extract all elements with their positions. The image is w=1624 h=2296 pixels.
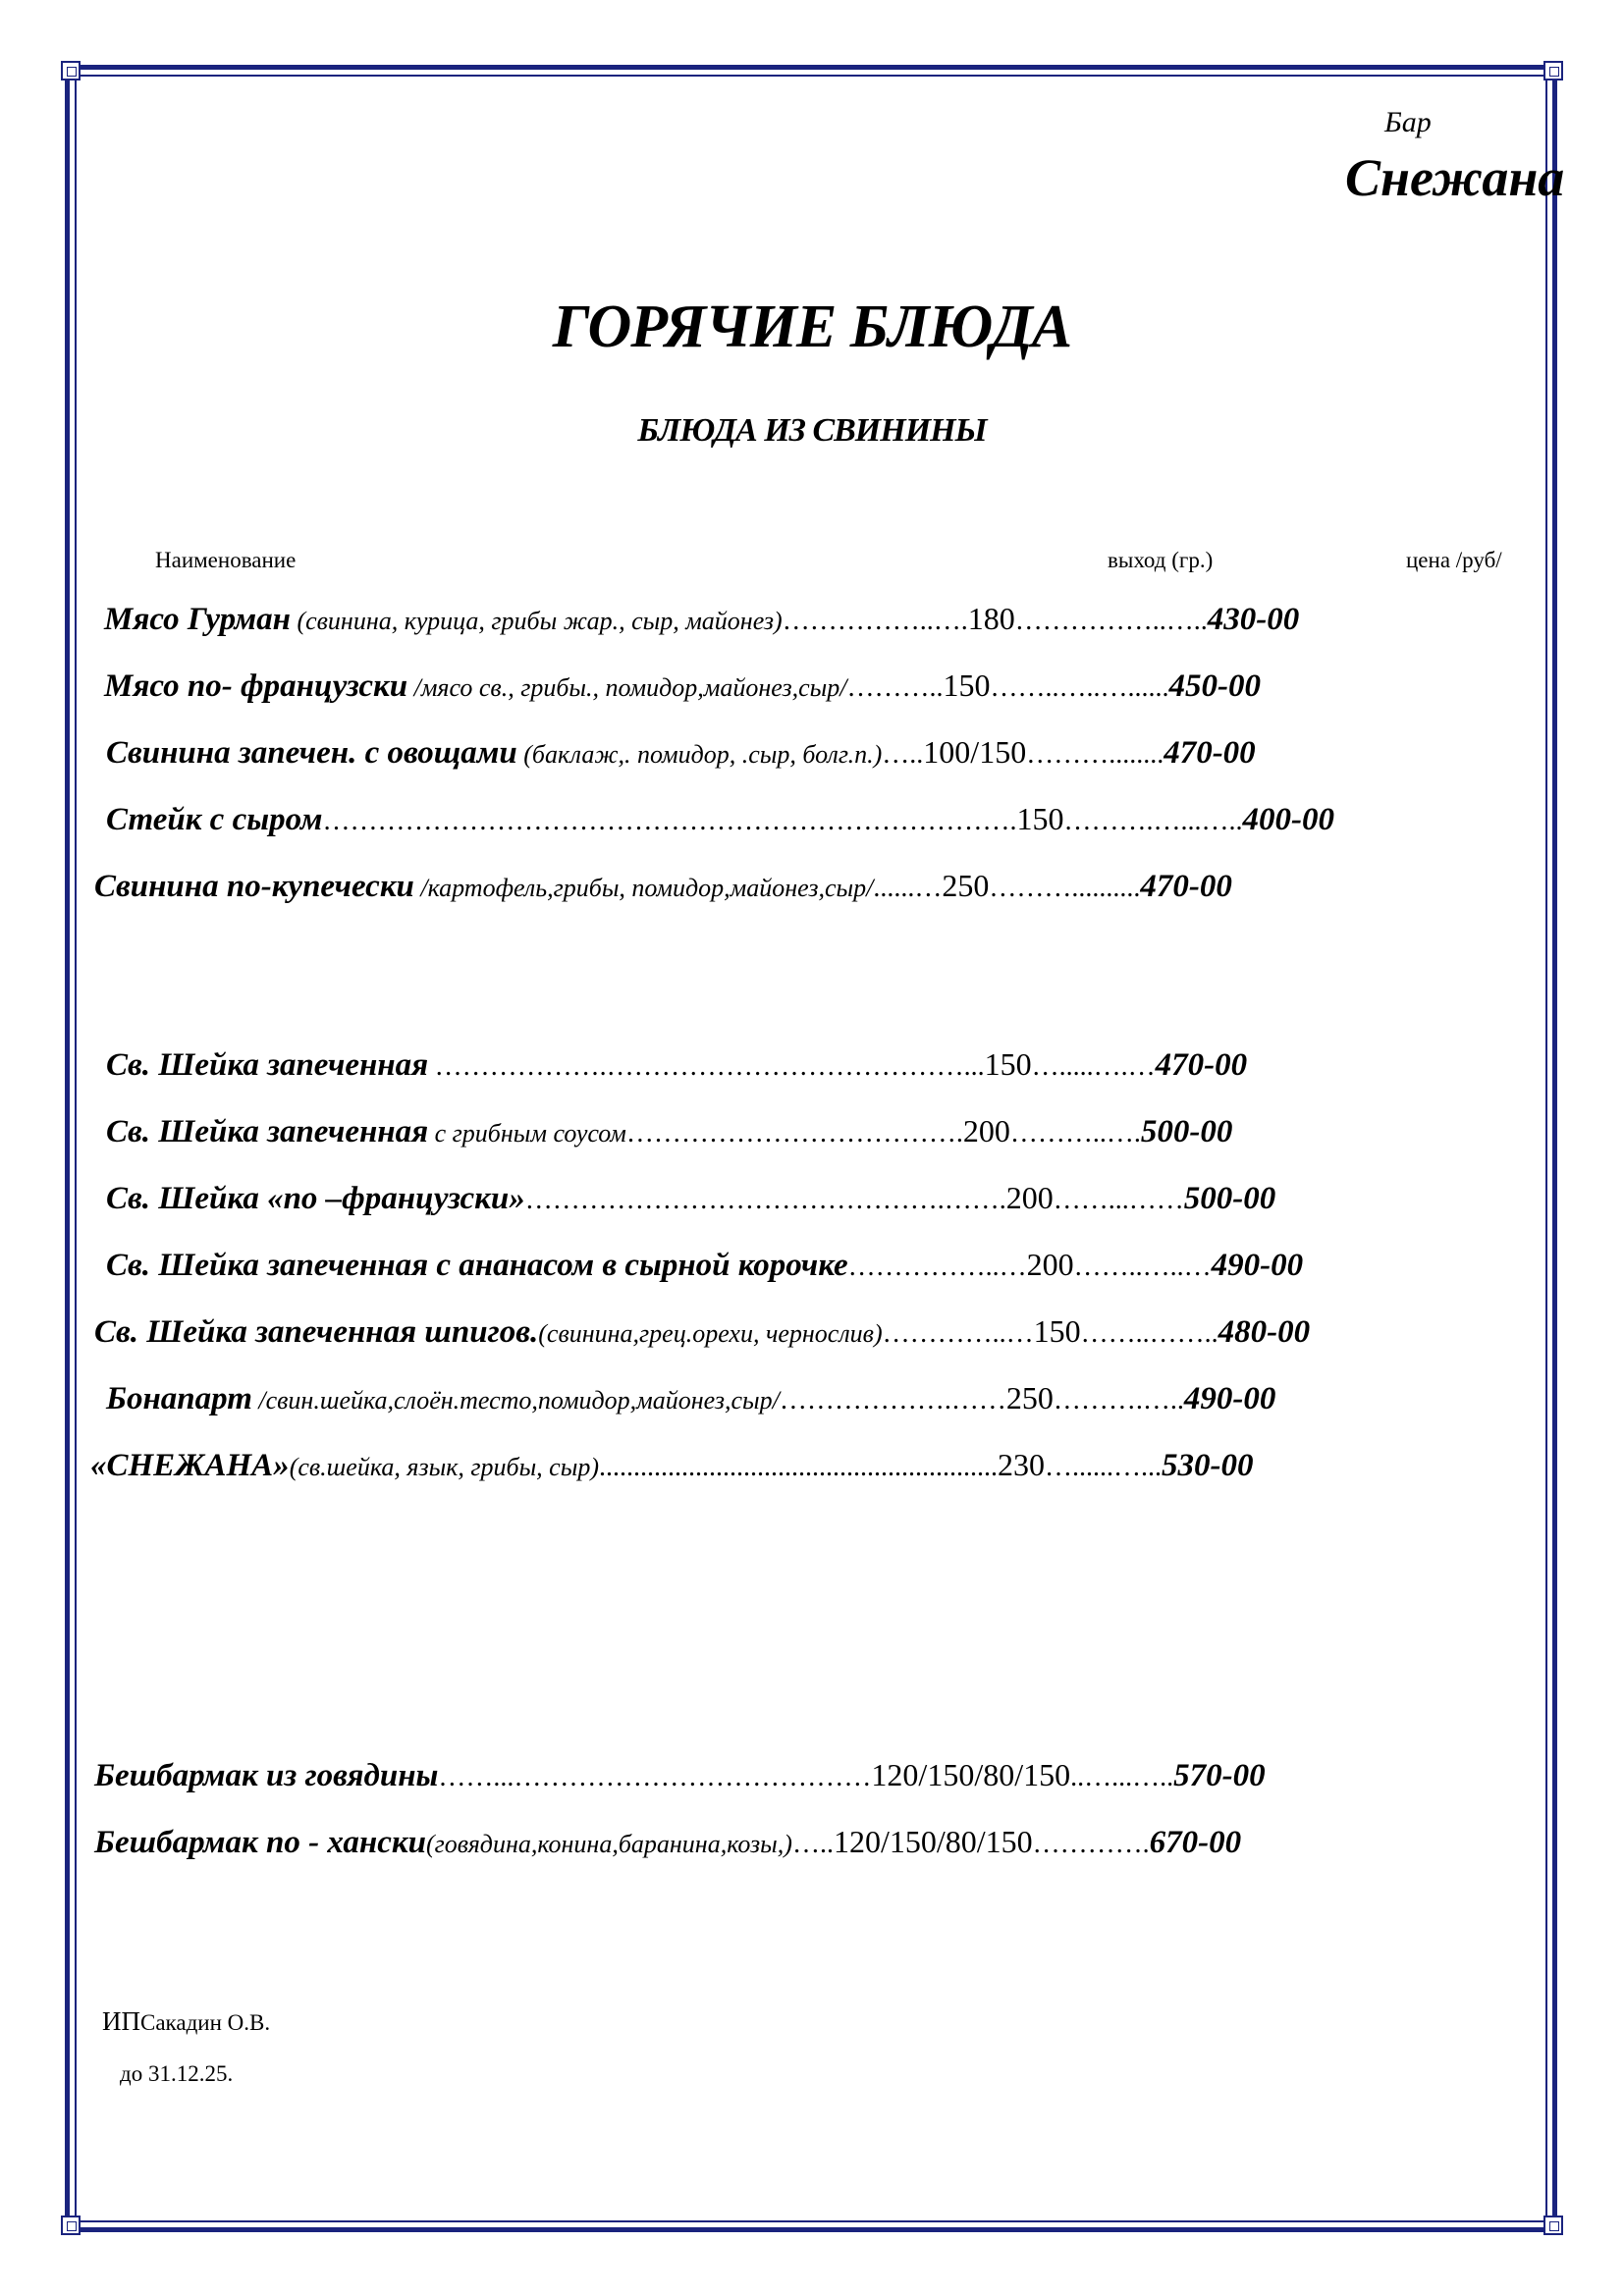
menu-item-price: 480-00 bbox=[1218, 1314, 1311, 1350]
leader-dots: ….. bbox=[791, 1829, 834, 1859]
leader-dots: ……………..…. bbox=[782, 606, 968, 636]
menu-item-description: (говядина,конина,баранина,козы,) bbox=[425, 1830, 792, 1858]
leader-dots: ……..…..…...... bbox=[990, 672, 1169, 703]
menu-item-price: 670-00 bbox=[1149, 1825, 1242, 1860]
menu-item-row bbox=[106, 801, 1334, 839]
menu-item-row bbox=[106, 1247, 1303, 1285]
menu-item-yield: 120/150/80/150 bbox=[871, 1757, 1071, 1792]
corner-ornament-bottom-right bbox=[1543, 2216, 1563, 2235]
column-header-price: цена /руб/ bbox=[1406, 548, 1502, 572]
section-subtitle: БЛЮДА ИЗ СВИНИНЫ bbox=[637, 412, 987, 449]
menu-item-description: (свинина,грец.орехи, чернослив) bbox=[538, 1319, 883, 1348]
leader-dots: ……….….. bbox=[1053, 1385, 1184, 1415]
menu-item-name: Мясо Гурман bbox=[104, 602, 291, 637]
menu-item-name: Стейк с сыром bbox=[106, 802, 323, 837]
menu-item-description: (баклаж,. помидор, .сыр, болг.п.) bbox=[516, 740, 883, 769]
menu-item-yield: 200 bbox=[1026, 1247, 1074, 1282]
menu-item-price: 530-00 bbox=[1162, 1448, 1254, 1483]
menu-item-name: Мясо по- французски bbox=[104, 668, 408, 704]
menu-item-yield: 180 bbox=[967, 601, 1015, 636]
menu-item-row bbox=[106, 734, 1256, 773]
leader-dots: …......…... bbox=[1045, 1452, 1162, 1482]
menu-item-description: (св.шейка, язык, грибы, сыр) bbox=[289, 1453, 599, 1481]
leader-dots: ......… bbox=[873, 873, 943, 903]
menu-item-price: 490-00 bbox=[1183, 1381, 1276, 1416]
leader-dots: ………........ bbox=[1026, 739, 1164, 770]
leader-dots: …………..… bbox=[882, 1318, 1034, 1349]
bar-label: Бар bbox=[1384, 106, 1432, 138]
leader-dots: ……...………………………………… bbox=[438, 1762, 872, 1792]
leader-dots: ……………..….. bbox=[1014, 606, 1208, 636]
menu-item-yield: 150 bbox=[1033, 1313, 1081, 1349]
leader-dots: ………..…. bbox=[1009, 1118, 1141, 1148]
leader-dots: ………………………………. bbox=[625, 1118, 963, 1148]
menu-item-row bbox=[104, 667, 1261, 706]
menu-item-name: Свинина по-купечески bbox=[94, 869, 414, 904]
menu-item-name: Св. Шейка «по –французски» bbox=[106, 1181, 525, 1216]
owner-name: Сакадин О.В. bbox=[140, 2010, 271, 2035]
menu-item-yield: 250 bbox=[1005, 1380, 1054, 1415]
menu-item-row bbox=[106, 1380, 1275, 1418]
menu-item-price: 500-00 bbox=[1140, 1114, 1233, 1149]
menu-item-description: (свинина, курица, грибы жар., сыр, майонез) bbox=[290, 607, 783, 635]
menu-item-name: Свинина запечен. с овощами bbox=[106, 735, 517, 771]
corner-ornament-top-right bbox=[1543, 61, 1563, 80]
menu-item-name: «СНЕЖАНА» bbox=[90, 1448, 290, 1483]
menu-item-row bbox=[106, 1180, 1275, 1218]
leader-dots: ……….…...….. bbox=[1063, 806, 1243, 836]
menu-item-price: 470-00 bbox=[1155, 1047, 1248, 1083]
menu-item-row bbox=[94, 1824, 1241, 1862]
leader-dots: .......................................................... bbox=[599, 1452, 998, 1482]
leader-dots: …………. bbox=[1032, 1829, 1150, 1859]
menu-item-name: Св. Шейка запеченная bbox=[106, 1114, 429, 1149]
menu-item-price: 400-00 bbox=[1242, 802, 1334, 837]
leader-dots: ….. bbox=[882, 739, 924, 770]
corner-ornament-top-left bbox=[61, 61, 81, 80]
menu-item-description: /мясо св., грибы., помидор,майонез,сыр/ bbox=[407, 673, 847, 702]
menu-item-description: /картофель,грибы, помидор,майонез,сыр/ bbox=[413, 874, 874, 902]
menu-item-name: Бешбармак по - хански bbox=[94, 1825, 426, 1860]
leader-dots: ..…...….. bbox=[1070, 1762, 1174, 1792]
menu-item-price: 470-00 bbox=[1140, 869, 1232, 904]
menu-item-price: 500-00 bbox=[1183, 1181, 1276, 1216]
menu-item-row bbox=[106, 1113, 1232, 1151]
menu-item-price: 490-00 bbox=[1211, 1248, 1304, 1283]
menu-item-yield: 250 bbox=[942, 868, 990, 903]
leader-dots: ……………………………………….……. bbox=[524, 1185, 1006, 1215]
leader-dots: ….....….… bbox=[1031, 1051, 1156, 1082]
leader-dots: ……...…… bbox=[1053, 1185, 1184, 1215]
menu-item-yield: 100/150 bbox=[923, 734, 1027, 770]
menu-item-name: Св. Шейка запеченная с ананасом в сырной корочке bbox=[106, 1248, 848, 1283]
menu-item-price: 570-00 bbox=[1173, 1758, 1266, 1793]
menu-item-row bbox=[94, 1757, 1266, 1795]
leader-dots: ……………….…………………………………... bbox=[434, 1051, 985, 1082]
menu-item-yield: 150 bbox=[943, 667, 991, 703]
menu-item-name: Св. Шейка запеченная шпигов. bbox=[94, 1314, 539, 1350]
column-header-yield: выход (гр.) bbox=[1108, 548, 1214, 572]
leader-dots: ……….. bbox=[846, 672, 944, 703]
menu-item-row bbox=[94, 868, 1232, 906]
owner-line bbox=[102, 2006, 270, 2037]
leader-dots: ……..…….. bbox=[1080, 1318, 1218, 1349]
menu-item-description: с грибным соусом bbox=[428, 1119, 626, 1148]
menu-item-yield: 150 bbox=[1016, 801, 1064, 836]
menu-item-name: Бонапарт bbox=[106, 1381, 252, 1416]
menu-item-yield: 230 bbox=[998, 1447, 1045, 1482]
page-title: ГОРЯЧИЕ БЛЮДА bbox=[552, 294, 1072, 360]
menu-item-name: Бешбармак из говядины bbox=[94, 1758, 439, 1793]
menu-item-row bbox=[94, 1313, 1310, 1352]
menu-item-row bbox=[104, 601, 1299, 639]
menu-item-name: Св. Шейка запеченная bbox=[106, 1047, 429, 1083]
menu-item-row bbox=[90, 1447, 1254, 1485]
owner-prefix: ИП bbox=[102, 2006, 140, 2036]
column-header-name: Наименование bbox=[155, 548, 297, 572]
menu-item-price: 450-00 bbox=[1168, 668, 1262, 704]
leader-dots: ……..…..… bbox=[1073, 1252, 1212, 1282]
menu-item-yield: 200 bbox=[962, 1113, 1010, 1148]
menu-item-price: 470-00 bbox=[1164, 735, 1256, 771]
corner-ornament-bottom-left bbox=[61, 2216, 81, 2235]
leader-dots: ……………..… bbox=[847, 1252, 1027, 1282]
menu-item-description: /свин.шейка,слоён.тесто,помидор,майонез,сыр/ bbox=[251, 1386, 780, 1415]
bar-name: Снежана bbox=[1345, 148, 1565, 207]
leader-dots: ……….......... bbox=[989, 873, 1141, 903]
menu-item-price: 430-00 bbox=[1207, 602, 1300, 637]
menu-item-yield: 200 bbox=[1005, 1180, 1054, 1215]
menu-item-yield: 150 bbox=[984, 1046, 1032, 1082]
leader-dots: …………………………………………………………………. bbox=[322, 806, 1017, 836]
menu-item-row bbox=[106, 1046, 1247, 1085]
menu-item-yield: 120/150/80/150 bbox=[833, 1824, 1033, 1859]
leader-dots: ……………….…… bbox=[779, 1385, 1006, 1415]
valid-until: до 31.12.25. bbox=[120, 2061, 234, 2086]
